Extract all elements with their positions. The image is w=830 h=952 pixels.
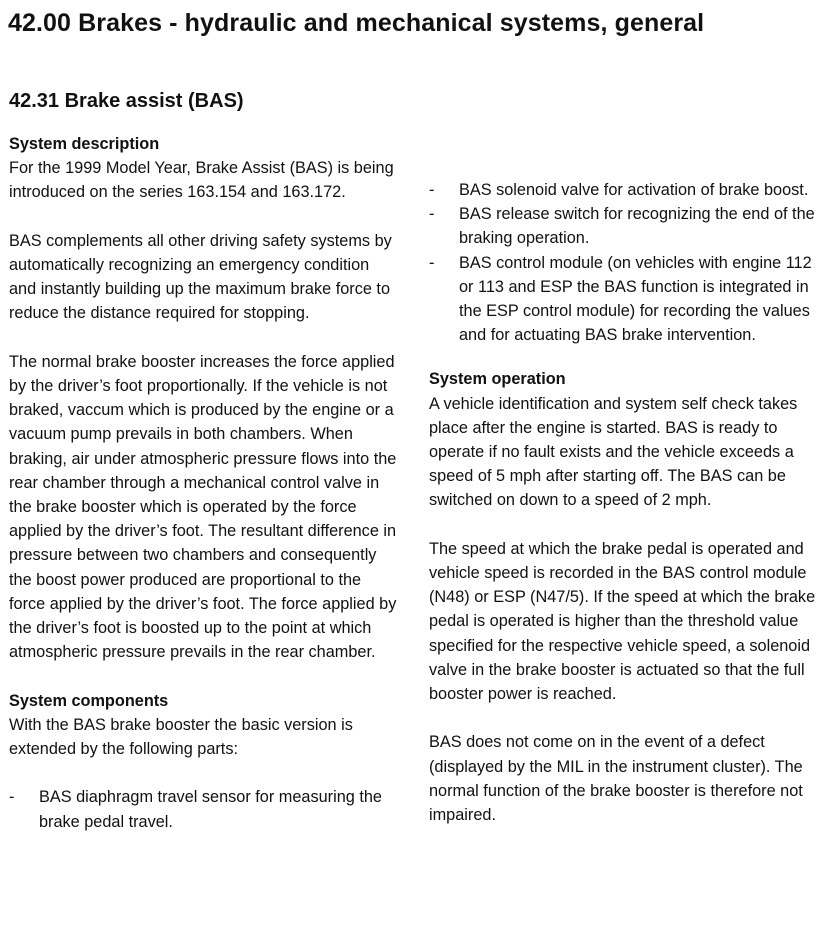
operation-paragraph-1: A vehicle identification and system self check takes place after the engine is started. BAS is ready to operate if no fault exists and the vehicle exceeds a speed of 5 mph after starting off. The BAS can be switched on down to a speed of 2 mph.: [429, 394, 798, 510]
system-description-heading: System description: [9, 135, 160, 153]
list-item: [429, 251, 824, 348]
list-item-text: BAS release switch for recognizing the end of the braking operation.: [459, 205, 815, 248]
right-column: [429, 178, 824, 827]
left-column: [9, 132, 399, 834]
description-paragraph-1: For the 1999 Model Year, Brake Assist (BAS) is being introduced on the series 163.154 and 163.172.: [9, 159, 394, 202]
list-item: [429, 178, 824, 202]
page-title: 42.00 Brakes - hydraulic and mechanical systems, general: [8, 9, 705, 37]
section-title: 42.31 Brake assist (BAS): [9, 90, 244, 112]
bullet-dash: -: [429, 205, 435, 224]
list-item: [9, 785, 399, 833]
bullet-dash: -: [9, 788, 15, 807]
system-operation-heading: System operation: [429, 370, 566, 389]
list-item-text: BAS solenoid valve for activation of brake boost.: [459, 181, 809, 199]
system-components-heading: System components: [9, 691, 169, 710]
list-item-text: BAS control module (on vehicles with engine 112 or 113 and ESP the BAS function is integrated in the ESP control module) for recording the values and for actuating BAS brake intervention.: [459, 253, 812, 345]
description-paragraph-3: The normal brake booster increases the force applied by the driver’s foot proportionally. If the vehicle is not braked, vaccum which is produced by the engine or a vacuum pump prevails in both chambers. When braking, air under atmospheric pressure flows into the rear chamber through a mechanical control valve in the brake booster which is operated by the force applied by the driver’s foot. The resultant difference in pressure between two chambers and consequently the boost power produced are proportional to the force applied by the driver’s foot. The force applied by the driver’s foot is boosted up to the point at which atmospheric pressure prevails in the rear chamber.: [9, 352, 397, 662]
components-intro: With the BAS brake booster the basic version is extended by the following parts:: [9, 715, 353, 759]
description-paragraph-2: BAS complements all other driving safety systems by automatically recognizing an emergency condition and instantly building up the maximum brake force to reduce the distance required for stopping.: [9, 231, 392, 323]
components-list-left: [9, 785, 399, 833]
components-list-right: [429, 178, 824, 347]
operation-paragraph-3: BAS does not come on in the event of a defect (displayed by the MIL in the instrument cluster). The normal function of the brake booster is therefore not impaired.: [429, 733, 803, 825]
bullet-dash: -: [429, 181, 435, 199]
bullet-dash: -: [429, 253, 435, 272]
list-item-text: BAS diaphragm travel sensor for measuring the brake pedal travel.: [39, 788, 382, 831]
operation-paragraph-2: The speed at which the brake pedal is operated and vehicle speed is recorded in the BAS control module (N48) or ESP (N47/5). If the speed at which the brake pedal is operated is higher than the threshold value specified for the respective vehicle speed, a solenoid valve in the brake booster is actuated so that the full booster power is reached.: [429, 539, 816, 704]
list-item: [429, 202, 824, 250]
